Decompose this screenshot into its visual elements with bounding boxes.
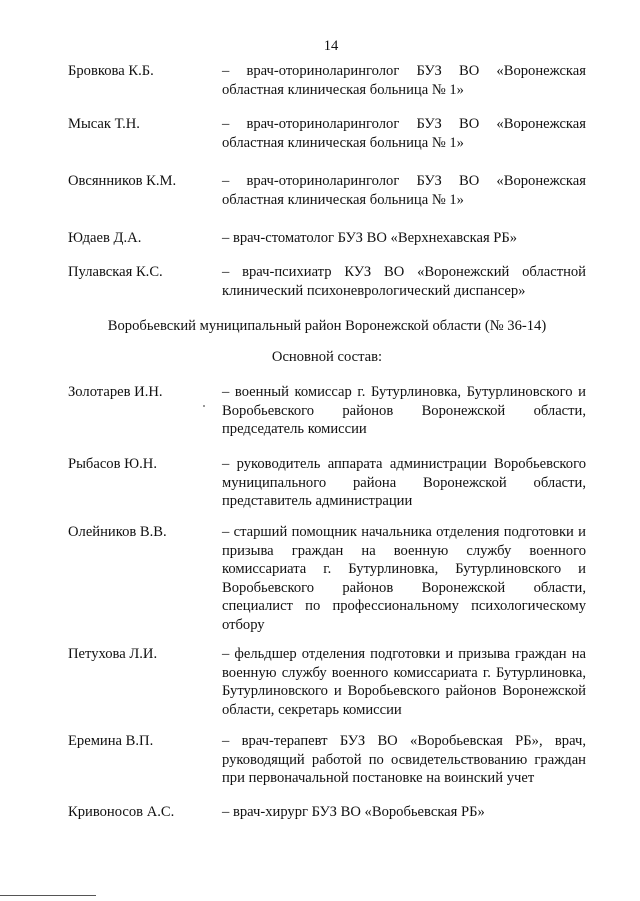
commission-member-entry xyxy=(68,263,586,300)
commission-member-entry xyxy=(68,803,586,822)
member-name: Бровкова К.Б. xyxy=(68,63,154,79)
member-name: Рыбасов Ю.Н. xyxy=(68,456,157,472)
member-role: – врач-оториноларинголог БУЗ ВО «Воронежская областная клиническая больница № 1» xyxy=(222,173,586,208)
member-name: Еремина В.П. xyxy=(68,733,154,749)
commission-member-entry xyxy=(68,645,586,719)
member-name: Пулавская К.С. xyxy=(68,264,163,280)
commission-member-entry xyxy=(68,115,586,152)
member-name: Олейников В.В. xyxy=(68,524,167,540)
commission-member-entry xyxy=(68,383,586,439)
member-name: Овсянников К.М. xyxy=(68,173,177,189)
scan-edge-line xyxy=(0,895,96,896)
member-role: – фельдшер отделения подготовки и призыва граждан на военную службу военного комиссариата г. Бутурлиновка, Бутурлиновского и Воробьевского районов Воронежской области, секретарь комиссии xyxy=(222,646,586,718)
commission-member-entry xyxy=(68,62,586,99)
member-name: Юдаев Д.А. xyxy=(68,230,142,246)
page-number: 14 xyxy=(323,38,339,54)
member-role: – врач-психиатр КУЗ ВО «Воронежский областной клинический психоневрологический диспансер» xyxy=(222,264,586,299)
district-heading: Воробьевский муниципальный район Воронежской области (№ 36-14) xyxy=(107,318,547,334)
member-role: – военный комиссар г. Бутурлиновка, Бутурлиновского и Воробьевского районов Воронежской области, председатель комиссии xyxy=(222,384,586,438)
member-role: – врач-хирург БУЗ ВО «Воробьевская РБ» xyxy=(222,804,485,820)
member-role: – врач-терапевт БУЗ ВО «Воробьевская РБ», врач, руководящий работой по освидетельствованию граждан при первоначальной постановке на воинский учет xyxy=(222,733,586,787)
commission-member-entry xyxy=(68,229,586,248)
commission-member-entry xyxy=(68,455,586,511)
commission-member-entry xyxy=(68,523,586,635)
member-role: – врач-оториноларинголог БУЗ ВО «Воронежская областная клиническая больница № 1» xyxy=(222,63,586,98)
member-role: – врач-стоматолог БУЗ ВО «Верхнехавская РБ» xyxy=(222,230,518,246)
scan-speck xyxy=(203,405,205,407)
member-role: – врач-оториноларинголог БУЗ ВО «Воронежская областная клиническая больница № 1» xyxy=(222,116,586,151)
composition-heading: Основной состав: xyxy=(271,349,383,365)
commission-member-entry xyxy=(68,172,586,209)
member-role: – руководитель аппарата администрации Воробьевского муниципального района Воронежской области, представитель администрации xyxy=(222,456,586,510)
commission-member-entry xyxy=(68,732,586,788)
member-name: Кривоносов А.С. xyxy=(68,804,175,820)
member-name: Петухова Л.И. xyxy=(68,646,158,662)
member-name: Мысак Т.Н. xyxy=(68,116,140,132)
member-role: – старший помощник начальника отделения подготовки и призыва граждан на военную службу военного комиссариата г. Бутурлиновка, Бутурлиновского и Воробьевского районов Воронежской области, специалист по профессиональному психологическому отбору xyxy=(222,524,586,633)
member-name: Золотарев И.Н. xyxy=(68,384,163,400)
